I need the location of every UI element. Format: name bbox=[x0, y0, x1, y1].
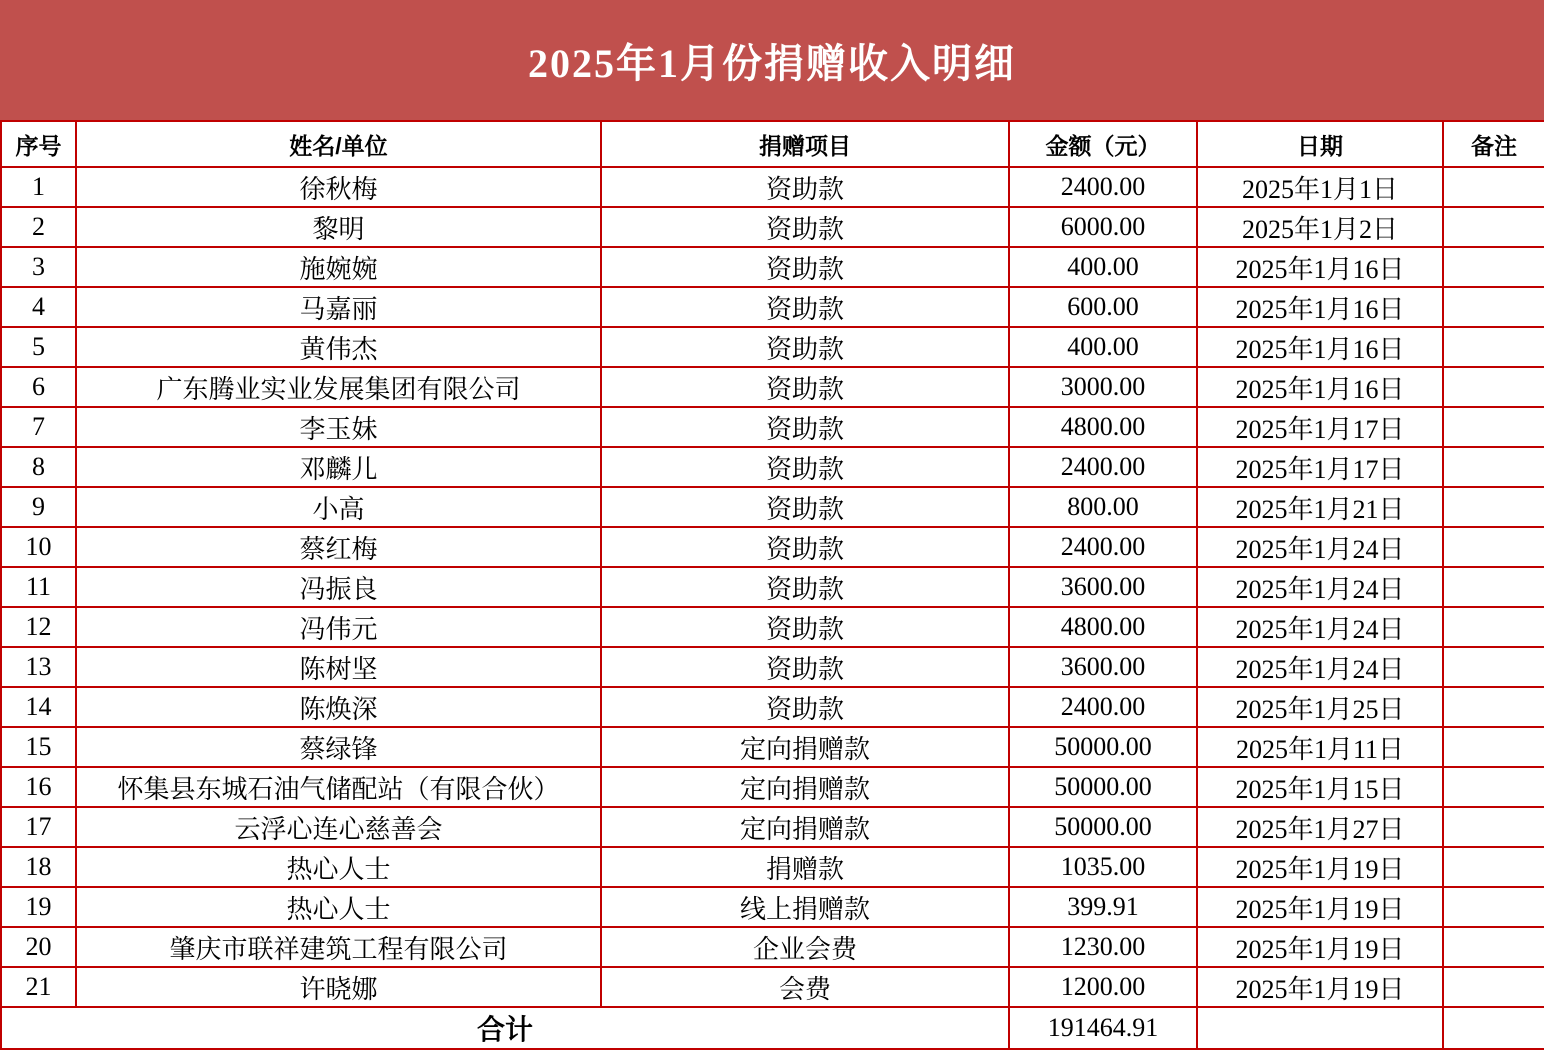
cell-remark bbox=[1443, 647, 1544, 687]
total-label-cell: 合计 bbox=[1, 1007, 1009, 1049]
cell-date: 2025年1月24日 bbox=[1197, 567, 1443, 607]
cell-date: 2025年1月16日 bbox=[1197, 367, 1443, 407]
cell-remark bbox=[1443, 847, 1544, 887]
cell-index: 16 bbox=[1, 767, 76, 807]
cell-index: 10 bbox=[1, 527, 76, 567]
table-body bbox=[1, 167, 1544, 1007]
cell-index: 14 bbox=[1, 687, 76, 727]
table-row bbox=[1, 527, 1544, 567]
total-row bbox=[1, 1007, 1544, 1049]
cell-remark bbox=[1443, 167, 1544, 207]
cell-name: 徐秋梅 bbox=[76, 167, 601, 207]
cell-project: 资助款 bbox=[601, 367, 1009, 407]
cell-date: 2025年1月19日 bbox=[1197, 847, 1443, 887]
table-row bbox=[1, 207, 1544, 247]
col-header-remark: 备注 bbox=[1443, 121, 1544, 167]
table-row bbox=[1, 767, 1544, 807]
cell-name: 热心人士 bbox=[76, 847, 601, 887]
cell-project: 资助款 bbox=[601, 447, 1009, 487]
cell-index: 13 bbox=[1, 647, 76, 687]
cell-name: 蔡绿锋 bbox=[76, 727, 601, 767]
cell-remark bbox=[1443, 367, 1544, 407]
cell-project: 会费 bbox=[601, 967, 1009, 1007]
cell-date: 2025年1月16日 bbox=[1197, 247, 1443, 287]
col-header-amount: 金额（元） bbox=[1009, 121, 1197, 167]
cell-amount: 3600.00 bbox=[1009, 567, 1197, 607]
table-row bbox=[1, 927, 1544, 967]
cell-remark bbox=[1443, 687, 1544, 727]
col-header-project: 捐赠项目 bbox=[601, 121, 1009, 167]
table-row bbox=[1, 487, 1544, 527]
cell-date: 2025年1月17日 bbox=[1197, 407, 1443, 447]
cell-remark bbox=[1443, 807, 1544, 847]
cell-amount: 1035.00 bbox=[1009, 847, 1197, 887]
cell-name: 黎明 bbox=[76, 207, 601, 247]
cell-index: 21 bbox=[1, 967, 76, 1007]
cell-amount: 2400.00 bbox=[1009, 687, 1197, 727]
cell-project: 定向捐赠款 bbox=[601, 767, 1009, 807]
cell-name: 陈焕深 bbox=[76, 687, 601, 727]
cell-remark bbox=[1443, 327, 1544, 367]
cell-remark bbox=[1443, 967, 1544, 1007]
cell-name: 广东腾业实业发展集团有限公司 bbox=[76, 367, 601, 407]
cell-amount: 400.00 bbox=[1009, 247, 1197, 287]
total-amount-cell: 191464.91 bbox=[1009, 1007, 1197, 1049]
col-header-index: 序号 bbox=[1, 121, 76, 167]
cell-remark bbox=[1443, 287, 1544, 327]
cell-name: 冯伟元 bbox=[76, 607, 601, 647]
cell-name: 肇庆市联祥建筑工程有限公司 bbox=[76, 927, 601, 967]
cell-name: 小高 bbox=[76, 487, 601, 527]
cell-date: 2025年1月19日 bbox=[1197, 887, 1443, 927]
col-header-date: 日期 bbox=[1197, 121, 1443, 167]
cell-index: 1 bbox=[1, 167, 76, 207]
cell-remark bbox=[1443, 727, 1544, 767]
table-row bbox=[1, 807, 1544, 847]
header-row bbox=[1, 121, 1544, 167]
cell-index: 3 bbox=[1, 247, 76, 287]
cell-name: 李玉妹 bbox=[76, 407, 601, 447]
cell-index: 4 bbox=[1, 287, 76, 327]
cell-index: 12 bbox=[1, 607, 76, 647]
cell-name: 怀集县东城石油气储配站（有限合伙） bbox=[76, 767, 601, 807]
cell-date: 2025年1月1日 bbox=[1197, 167, 1443, 207]
cell-amount: 50000.00 bbox=[1009, 767, 1197, 807]
cell-date: 2025年1月17日 bbox=[1197, 447, 1443, 487]
cell-project: 定向捐赠款 bbox=[601, 807, 1009, 847]
cell-date: 2025年1月2日 bbox=[1197, 207, 1443, 247]
table-row bbox=[1, 447, 1544, 487]
title-banner bbox=[0, 0, 1544, 120]
cell-project: 资助款 bbox=[601, 527, 1009, 567]
cell-amount: 1200.00 bbox=[1009, 967, 1197, 1007]
table-row bbox=[1, 887, 1544, 927]
cell-remark bbox=[1443, 607, 1544, 647]
cell-index: 15 bbox=[1, 727, 76, 767]
table-row bbox=[1, 647, 1544, 687]
table-row bbox=[1, 287, 1544, 327]
cell-amount: 4800.00 bbox=[1009, 407, 1197, 447]
cell-project: 资助款 bbox=[601, 607, 1009, 647]
cell-date: 2025年1月21日 bbox=[1197, 487, 1443, 527]
total-remark-cell bbox=[1443, 1007, 1544, 1049]
cell-amount: 800.00 bbox=[1009, 487, 1197, 527]
cell-project: 资助款 bbox=[601, 487, 1009, 527]
col-header-name: 姓名/单位 bbox=[76, 121, 601, 167]
cell-index: 8 bbox=[1, 447, 76, 487]
cell-index: 5 bbox=[1, 327, 76, 367]
cell-remark bbox=[1443, 927, 1544, 967]
cell-index: 18 bbox=[1, 847, 76, 887]
cell-name: 陈树坚 bbox=[76, 647, 601, 687]
cell-project: 资助款 bbox=[601, 167, 1009, 207]
cell-amount: 1230.00 bbox=[1009, 927, 1197, 967]
cell-remark bbox=[1443, 767, 1544, 807]
cell-date: 2025年1月27日 bbox=[1197, 807, 1443, 847]
cell-remark bbox=[1443, 487, 1544, 527]
cell-index: 19 bbox=[1, 887, 76, 927]
cell-name: 施婉婉 bbox=[76, 247, 601, 287]
cell-name: 蔡红梅 bbox=[76, 527, 601, 567]
cell-index: 6 bbox=[1, 367, 76, 407]
table-row bbox=[1, 967, 1544, 1007]
cell-date: 2025年1月24日 bbox=[1197, 647, 1443, 687]
table-row bbox=[1, 407, 1544, 447]
cell-project: 资助款 bbox=[601, 247, 1009, 287]
cell-remark bbox=[1443, 887, 1544, 927]
cell-project: 线上捐赠款 bbox=[601, 887, 1009, 927]
cell-amount: 50000.00 bbox=[1009, 807, 1197, 847]
cell-project: 资助款 bbox=[601, 287, 1009, 327]
cell-name: 冯振良 bbox=[76, 567, 601, 607]
total-date-cell bbox=[1197, 1007, 1443, 1049]
cell-date: 2025年1月11日 bbox=[1197, 727, 1443, 767]
cell-date: 2025年1月16日 bbox=[1197, 287, 1443, 327]
table-row bbox=[1, 567, 1544, 607]
cell-project: 定向捐赠款 bbox=[601, 727, 1009, 767]
table-row bbox=[1, 687, 1544, 727]
cell-date: 2025年1月25日 bbox=[1197, 687, 1443, 727]
cell-remark bbox=[1443, 207, 1544, 247]
cell-amount: 400.00 bbox=[1009, 327, 1197, 367]
cell-name: 邓麟儿 bbox=[76, 447, 601, 487]
cell-remark bbox=[1443, 447, 1544, 487]
table-row bbox=[1, 247, 1544, 287]
table-row bbox=[1, 167, 1544, 207]
table-row bbox=[1, 847, 1544, 887]
cell-index: 9 bbox=[1, 487, 76, 527]
cell-index: 17 bbox=[1, 807, 76, 847]
cell-name: 许晓娜 bbox=[76, 967, 601, 1007]
cell-name: 黄伟杰 bbox=[76, 327, 601, 367]
cell-project: 资助款 bbox=[601, 687, 1009, 727]
cell-name: 云浮心连心慈善会 bbox=[76, 807, 601, 847]
cell-amount: 50000.00 bbox=[1009, 727, 1197, 767]
cell-amount: 3600.00 bbox=[1009, 647, 1197, 687]
cell-date: 2025年1月24日 bbox=[1197, 527, 1443, 567]
cell-project: 资助款 bbox=[601, 647, 1009, 687]
cell-amount: 4800.00 bbox=[1009, 607, 1197, 647]
table-row bbox=[1, 327, 1544, 367]
table-row bbox=[1, 367, 1544, 407]
cell-project: 资助款 bbox=[601, 567, 1009, 607]
cell-remark bbox=[1443, 247, 1544, 287]
cell-remark bbox=[1443, 567, 1544, 607]
cell-amount: 399.91 bbox=[1009, 887, 1197, 927]
cell-project: 资助款 bbox=[601, 407, 1009, 447]
cell-amount: 6000.00 bbox=[1009, 207, 1197, 247]
cell-index: 2 bbox=[1, 207, 76, 247]
page-title: 2025年1月份捐赠收入明细 bbox=[528, 40, 1016, 86]
cell-date: 2025年1月24日 bbox=[1197, 607, 1443, 647]
table-row bbox=[1, 727, 1544, 767]
table-row bbox=[1, 607, 1544, 647]
cell-date: 2025年1月19日 bbox=[1197, 967, 1443, 1007]
cell-date: 2025年1月16日 bbox=[1197, 327, 1443, 367]
cell-name: 热心人士 bbox=[76, 887, 601, 927]
cell-index: 20 bbox=[1, 927, 76, 967]
cell-amount: 2400.00 bbox=[1009, 447, 1197, 487]
cell-index: 11 bbox=[1, 567, 76, 607]
cell-project: 资助款 bbox=[601, 207, 1009, 247]
cell-date: 2025年1月19日 bbox=[1197, 927, 1443, 967]
cell-amount: 2400.00 bbox=[1009, 167, 1197, 207]
cell-project: 资助款 bbox=[601, 327, 1009, 367]
cell-remark bbox=[1443, 527, 1544, 567]
cell-project: 捐赠款 bbox=[601, 847, 1009, 887]
donation-income-table bbox=[0, 120, 1544, 1050]
cell-remark bbox=[1443, 407, 1544, 447]
cell-amount: 2400.00 bbox=[1009, 527, 1197, 567]
cell-amount: 600.00 bbox=[1009, 287, 1197, 327]
cell-name: 马嘉丽 bbox=[76, 287, 601, 327]
cell-amount: 3000.00 bbox=[1009, 367, 1197, 407]
cell-project: 企业会费 bbox=[601, 927, 1009, 967]
cell-index: 7 bbox=[1, 407, 76, 447]
cell-date: 2025年1月15日 bbox=[1197, 767, 1443, 807]
